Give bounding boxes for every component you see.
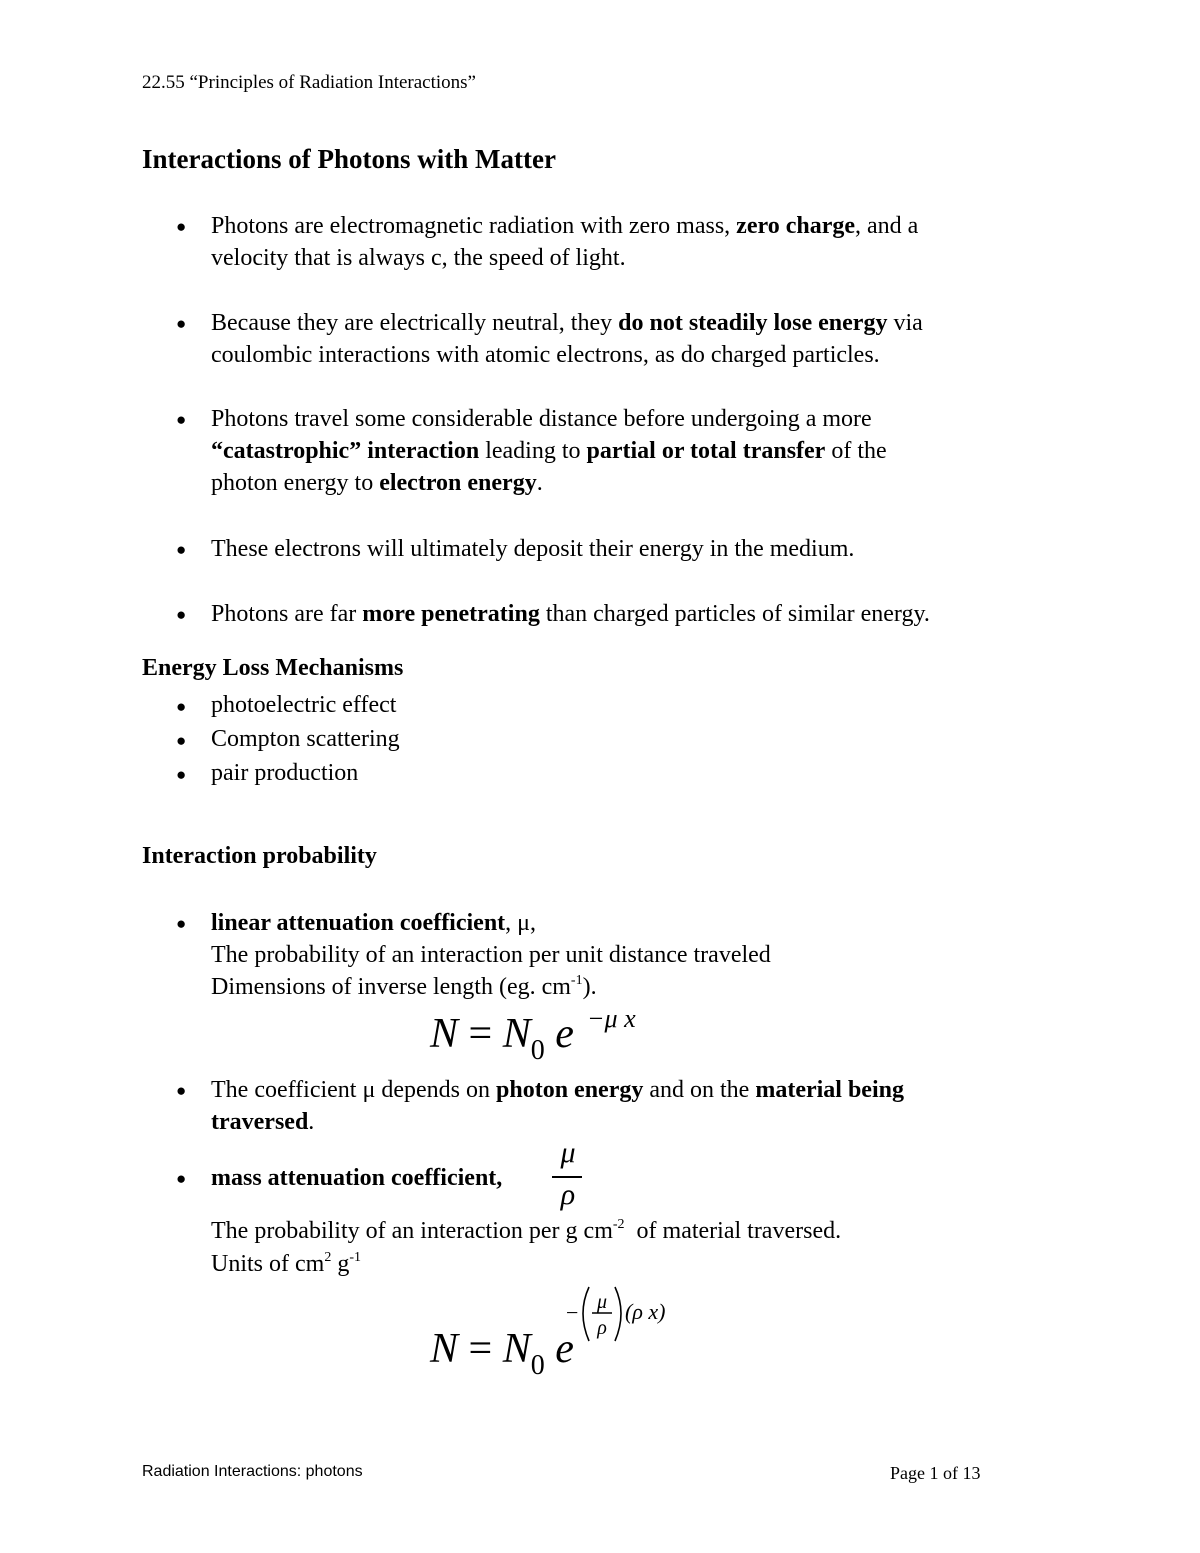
bullet-dot: ● (176, 410, 187, 429)
linear-coef-label: linear attenuation coefficient, μ, (211, 910, 537, 936)
bullet-dot: ● (176, 1169, 187, 1188)
bullet-2-line-2: coulombic interactions with atomic electrons, as do charged particles. (211, 342, 880, 368)
mechanism-item: pair production (211, 760, 359, 786)
equation-linear-attenuation: $N = N_0$ e −μ x (430, 1004, 636, 1066)
bullet-dot: ● (176, 314, 187, 333)
interaction-heading: Interaction probability (142, 843, 377, 869)
page-header: 22.55 “Principles of Radiation Interactions” (142, 72, 476, 93)
eq2-frac-num: μ (596, 1291, 608, 1313)
bullet-1-line-1: Photons are electromagnetic radiation with zero mass, zero charge, and a (211, 213, 919, 239)
bullet-2-line-1: Because they are electrically neutral, they do not steadily lose energy via (211, 310, 923, 336)
energy-loss-heading: Energy Loss Mechanisms (142, 655, 404, 681)
bullet-dot: ● (176, 765, 187, 784)
bullet-3-line-3: photon energy to electron energy. (211, 470, 543, 496)
bullet-dot: ● (176, 697, 187, 716)
eq2-right-paren (615, 1287, 621, 1341)
bullet-4-line-1: These electrons will ultimately deposit their energy in the medium. (211, 536, 855, 562)
eq2-exp-minus: − (566, 1300, 579, 1325)
mechanism-item: Compton scattering (211, 726, 400, 752)
bullet-3-line-1: Photons travel some considerable distance before undergoing a more (211, 406, 872, 432)
bullet-3-line-2: “catastrophic” interaction leading to partial or total transfer of the (211, 438, 887, 464)
mechanism-item: photoelectric effect (211, 692, 397, 718)
bullet-dot: ● (176, 217, 187, 236)
eq2-left-paren (583, 1287, 589, 1341)
eq2-frac-den: ρ (597, 1317, 607, 1339)
mass-frac-denominator: ρ (560, 1178, 576, 1211)
bullet-dot: ● (176, 540, 187, 559)
mass-coef-desc-2: Units of $cm^2$ $g^{-1}$ (211, 1250, 361, 1277)
bullet-dot: ● (176, 605, 187, 624)
bullet-dot: ● (176, 1081, 187, 1100)
linear-coef-desc-2: Dimensions of inverse length (eg. $cm^{-1}$). (211, 973, 597, 1000)
coef-line-1: The coefficient μ depends on photon energy and on the material being (211, 1077, 904, 1103)
eq2-exponent-fraction (575, 1283, 675, 1353)
bullet-1-line-2: velocity that is always c, the speed of light. (211, 245, 626, 271)
equation-mass-attenuation: $N = N_0$ e (430, 1326, 574, 1381)
eq2-tail: (ρ x) (625, 1299, 666, 1324)
bullet-dot: ● (176, 731, 187, 750)
footer-left: Radiation Interactions: photons (142, 1463, 363, 1480)
mass-coef-desc-1: The probability of an interaction per g $cm^{-2}$ of material traversed. (211, 1217, 842, 1244)
page-number: Page 1 of 13 (890, 1463, 981, 1483)
linear-coef-desc-1: The probability of an interaction per unit distance traveled (211, 942, 771, 968)
coef-line-2: traversed. (211, 1109, 315, 1135)
page-title: Interactions of Photons with Matter (142, 144, 556, 174)
mass-coef-label: mass attenuation coefficient, (211, 1165, 503, 1191)
mass-frac-numerator: μ (560, 1136, 576, 1169)
bullet-dot: ● (176, 914, 187, 933)
bullet-5-line-1: Photons are far more penetrating than charged particles of similar energy. (211, 601, 930, 627)
